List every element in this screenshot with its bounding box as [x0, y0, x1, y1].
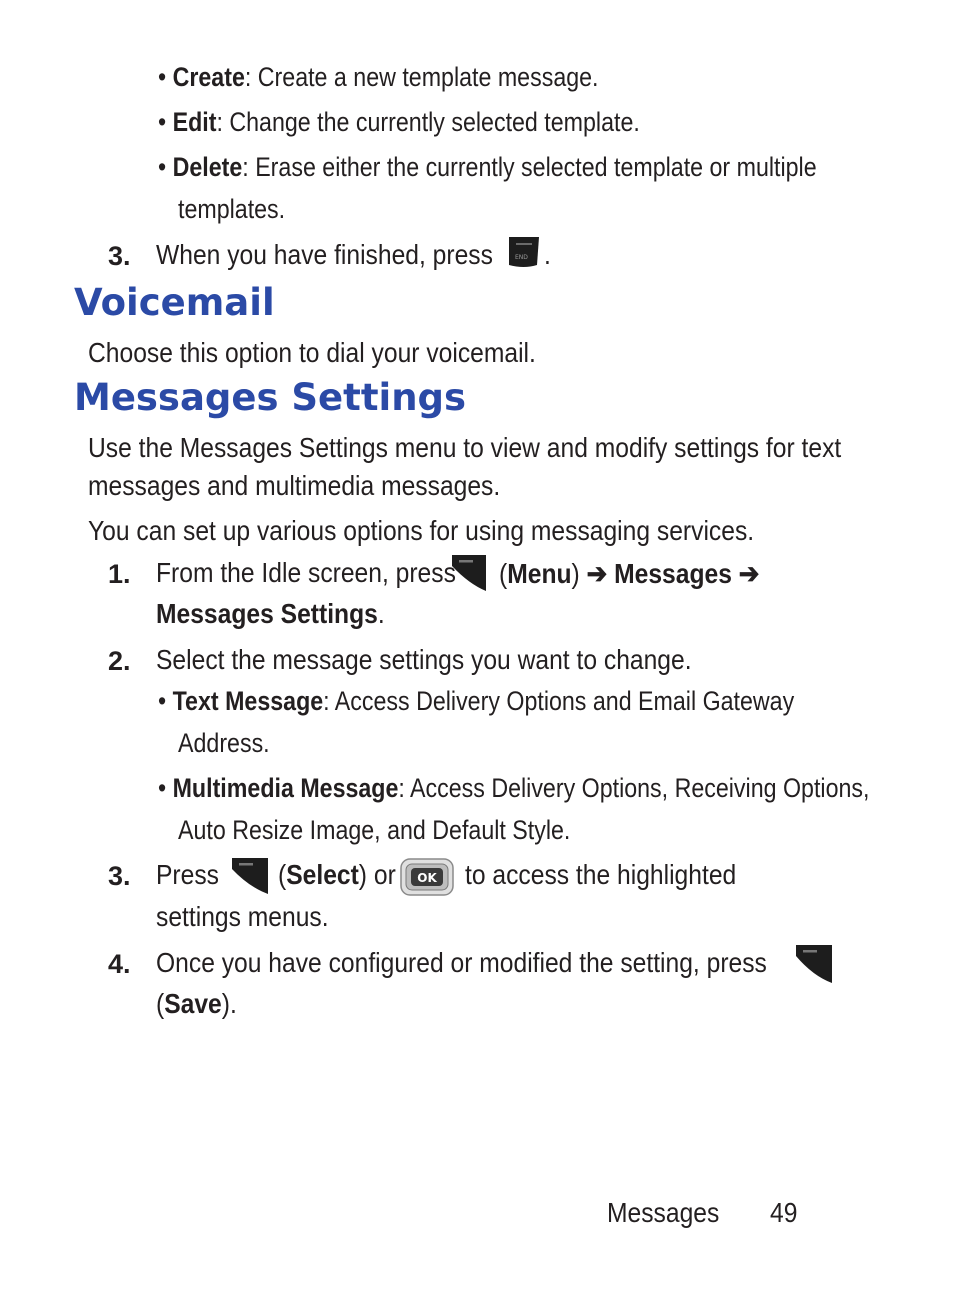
- bullet-text: : Create a new template message.: [244, 62, 599, 92]
- or-text: or: [373, 859, 396, 890]
- bullet-term: Multimedia Message: [172, 773, 399, 803]
- messages-label: Messages: [614, 558, 732, 589]
- period: .: [544, 239, 551, 270]
- page-number: 49: [770, 1197, 798, 1228]
- voicemail-heading: Voicemail: [74, 281, 275, 324]
- step-text: When you have finished, press: [156, 239, 493, 270]
- end-key-icon: [507, 235, 541, 269]
- step1-menu-path: (Menu) ➔ Messages ➔: [499, 558, 760, 589]
- step3-cont: settings menus.: [156, 901, 329, 932]
- menu-label: Menu: [507, 558, 572, 589]
- step3-select: (Select) or: [278, 859, 396, 890]
- bullet-cont: Address.: [178, 728, 270, 758]
- intro-line-2: messages and multimedia messages.: [88, 470, 501, 501]
- step2-text: Select the message settings you want to change.: [156, 644, 692, 675]
- bullet-cont: Auto Resize Image, and Default Style.: [178, 815, 571, 845]
- bullet-text: : Erase either the currently selected template or multiple: [242, 152, 817, 182]
- arrow-icon: ➔: [738, 558, 760, 589]
- step-number: 3.: [108, 241, 131, 271]
- bullet-text: : Change the currently selected template.: [216, 107, 640, 137]
- bullet-term: Edit: [172, 107, 217, 137]
- step-number: 1.: [108, 559, 131, 589]
- bullet-text: : Access Delivery Options, Receiving Options,: [398, 773, 870, 803]
- voicemail-text: Choose this option to dial your voicemail.: [88, 337, 536, 368]
- step3-press: Press: [156, 859, 219, 890]
- bullet-text-message: • Text Message: Access Delivery Options and Email Gateway: [158, 686, 795, 716]
- bullet-term: Create: [172, 62, 245, 92]
- step-finish-text: [156, 239, 493, 271]
- settings-label: Messages Settings: [156, 598, 378, 629]
- bullet-multimedia-message: • Multimedia Message: Access Delivery Options, Receiving Options,: [158, 773, 870, 803]
- step1-text: From the Idle screen, press: [156, 557, 456, 588]
- bullet-create: • Create: Create a new template message.: [158, 62, 599, 92]
- step1-settings: Messages Settings.: [156, 598, 385, 629]
- step-number: 3.: [108, 861, 131, 891]
- intro-line-1: Use the Messages Settings menu to view and modify settings for text: [88, 432, 842, 463]
- ok-key-icon: [400, 858, 454, 896]
- save-label: Save: [164, 988, 222, 1019]
- footer-section: Messages: [607, 1197, 720, 1228]
- left-soft-key-icon: [451, 554, 487, 592]
- step-number: 2.: [108, 646, 131, 676]
- bullet-edit: • Edit: Change the currently selected template.: [158, 107, 640, 137]
- bullet-term: Delete: [172, 152, 243, 182]
- select-label: Select: [286, 859, 359, 890]
- bullet-delete: • Delete: Erase either the currently selected template or multiple: [158, 152, 817, 182]
- intro-2: You can set up various options for using messaging services.: [88, 515, 755, 546]
- step4-save: (Save).: [156, 988, 237, 1019]
- messages-settings-heading: Messages Settings: [74, 376, 467, 419]
- svg-text:OK: OK: [417, 871, 437, 885]
- step-number: 4.: [108, 949, 131, 979]
- svg-text:END: END: [515, 254, 528, 261]
- step3-rest: to access the highlighted: [465, 859, 737, 890]
- step4-text: Once you have configured or modified the setting, press: [156, 947, 767, 978]
- arrow-icon: ➔: [586, 558, 608, 589]
- bullet-delete-cont: templates.: [178, 194, 286, 224]
- left-soft-key-icon: [231, 857, 269, 895]
- bullet-term: Text Message: [172, 686, 324, 716]
- bullet-text: : Access Delivery Options and Email Gateway: [323, 686, 795, 716]
- left-soft-key-icon: [795, 944, 833, 984]
